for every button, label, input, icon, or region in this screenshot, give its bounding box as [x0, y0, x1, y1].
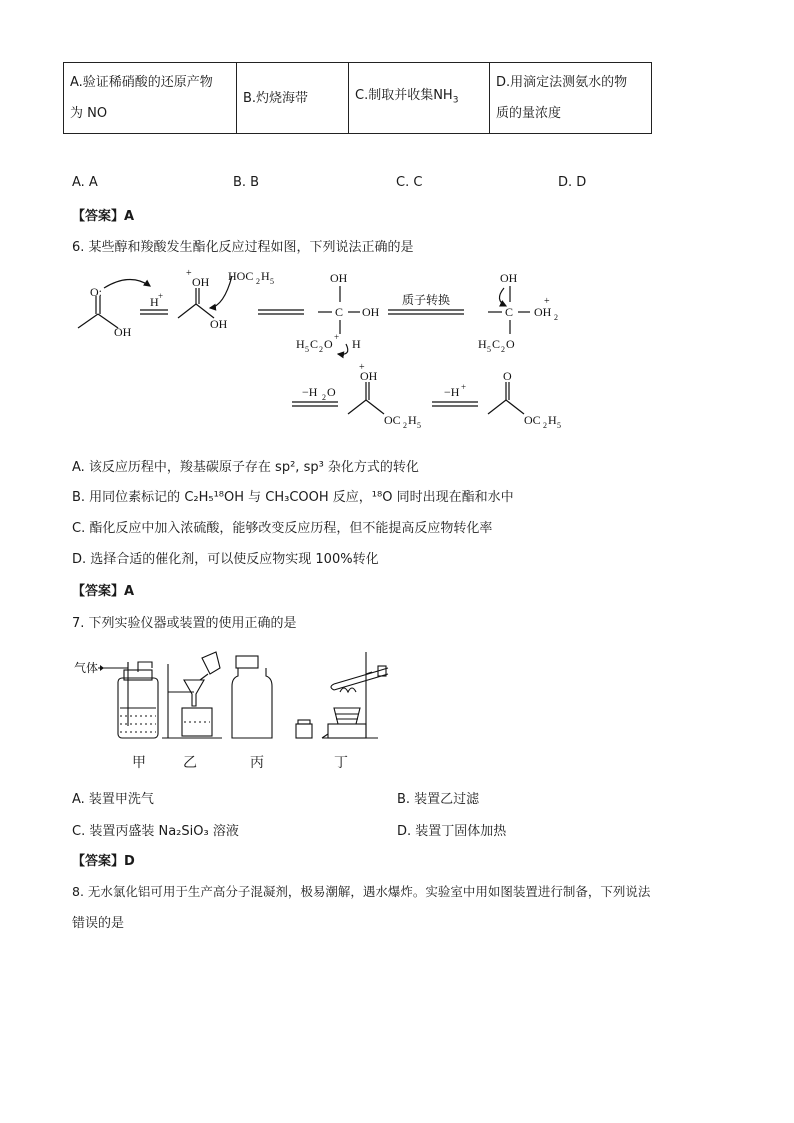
q5-cell-d — [490, 63, 652, 134]
q6-answer: 【答案】A — [72, 584, 135, 599]
m3-c: C — [335, 305, 344, 319]
hplus-h: H — [150, 295, 159, 309]
q5-table — [63, 62, 652, 134]
q7-answer: 【答案】D — [72, 854, 135, 869]
m4-c: C — [505, 305, 514, 319]
gas-label: 气体 — [74, 661, 99, 675]
m5-oc: OC — [384, 413, 401, 427]
q5-cell-d-line2: 质的量浓度 — [496, 106, 562, 121]
q6-option-a: A. 该反应历程中，羧基碳原子存在 sp², sp³ 杂化方式的转化 — [72, 460, 419, 475]
q5-cell-b — [237, 63, 349, 134]
minus-h2o-o: O — [327, 385, 336, 399]
q6-option-d: D. 选择合适的催化剂，可以使反应物实现 100%转化 — [72, 552, 379, 567]
m4-2: 2 — [501, 345, 505, 354]
proton-transfer-label: 质子转换 — [402, 293, 451, 307]
m4-o: O — [506, 337, 515, 351]
m4-plus: + — [544, 296, 550, 307]
q5-option-d: D. D — [558, 175, 587, 190]
m4-oh-top: OH — [500, 271, 518, 285]
m6-5: 5 — [557, 421, 561, 430]
q5-cell-a-line2: 为 NO — [70, 106, 108, 121]
minus-h2o-2: 2 — [322, 393, 326, 402]
q5-option-c: C. C — [396, 175, 423, 190]
m5-oh: OH — [360, 369, 378, 383]
m3-oh-right: OH — [362, 305, 380, 319]
apparatus-label-jia: 甲 — [132, 755, 146, 771]
m3-c2: C — [310, 337, 319, 351]
q8-stem-line2: 错误的是 — [72, 916, 125, 931]
apparatus-label-bing: 丙 — [250, 755, 264, 771]
m6-2: 2 — [543, 421, 547, 430]
q5-cell-a — [64, 63, 237, 134]
m6-o: O — [503, 369, 512, 383]
minus-h2o-label: −H — [302, 385, 318, 399]
minus-h-plus: + — [461, 382, 467, 392]
m4-oh2-sub: 2 — [554, 313, 558, 322]
q6-stem: 6. 某些醇和羧酸发生酯化反应过程如图，下列说法正确的是 — [72, 240, 414, 255]
m4-h: H — [478, 337, 487, 351]
m2-oh-top: OH — [192, 275, 210, 289]
q5-option-b: B. B — [233, 175, 260, 190]
ethanol-h: H — [261, 269, 270, 283]
q5-cell-b-line1: B.灼烧海带 — [243, 90, 309, 106]
m3-o: O — [324, 337, 333, 351]
m4-oh2: OH — [534, 305, 552, 319]
q5-cell-c-sub: 3 — [452, 95, 459, 106]
q7-option-d: D. 装置丁固体加热 — [397, 824, 507, 839]
q7-option-a: A. 装置甲洗气 — [72, 792, 154, 807]
m4-5: 5 — [487, 345, 491, 354]
ethanol-2: 2 — [256, 277, 260, 286]
m3-h: H — [296, 337, 305, 351]
m5-plus: + — [359, 362, 365, 373]
m6-h: H — [548, 413, 557, 427]
q8-stem-line1: 8. 无水氯化铝可用于生产高分子混凝剂，极易潮解，遇水爆炸。实验室中用如图装置进行制备，下列说法 — [72, 884, 651, 899]
q5-cell-d-line1: D.用滴定法测氨水的物 — [496, 75, 628, 90]
apparatus-label-ding: 丁 — [334, 755, 348, 771]
m4-c2: C — [492, 337, 501, 351]
apparatus-label-yi: 乙 — [183, 755, 197, 771]
q6-option-c: C. 酯化反应中加入浓硫酸，能够改变反应历程，但不能提高反应物转化率 — [72, 521, 493, 536]
m2-plus: + — [186, 268, 192, 279]
q7-option-c: C. 装置丙盛装 Na₂SiO₃ 溶液 — [72, 824, 239, 839]
q6-option-b: B. 用同位素标记的 C₂H₅¹⁸OH 与 CH₃COOH 反应，¹⁸O 同时出现在酯和水中 — [72, 490, 514, 505]
m3-oh-top: OH — [330, 271, 348, 285]
m3-2: 2 — [319, 345, 323, 354]
ethanol-5: 5 — [270, 277, 274, 286]
m3-plus: + — [334, 332, 340, 342]
minus-h-label: −H — [444, 385, 460, 399]
m1-o: O: — [90, 285, 102, 299]
m3-h-right: H — [352, 337, 361, 351]
m2-oh: OH — [210, 317, 228, 331]
q5-cell-c-line1: C.制取并收集NH — [355, 87, 453, 103]
m6-oc: OC — [524, 413, 541, 427]
esterification-scheme — [70, 266, 580, 438]
q5-cell-a-line1: A.验证稀硝酸的还原产物 — [70, 75, 213, 90]
m1-oh: OH — [114, 325, 132, 339]
q5-option-a: A. A — [72, 175, 98, 190]
q7-stem: 7. 下列实验仪器或装置的使用正确的是 — [72, 616, 297, 631]
m3-5: 5 — [305, 345, 309, 354]
m5-2: 2 — [403, 421, 407, 430]
m5-5: 5 — [417, 421, 421, 430]
apparatus-figure — [72, 648, 412, 748]
q5-answer: 【答案】A — [72, 209, 135, 224]
q5-cell-c — [349, 63, 490, 134]
q7-option-b: B. 装置乙过滤 — [397, 792, 480, 807]
m5-h: H — [408, 413, 417, 427]
ethanol-hoc: HOC — [228, 269, 254, 283]
hplus-plus: + — [158, 291, 164, 301]
